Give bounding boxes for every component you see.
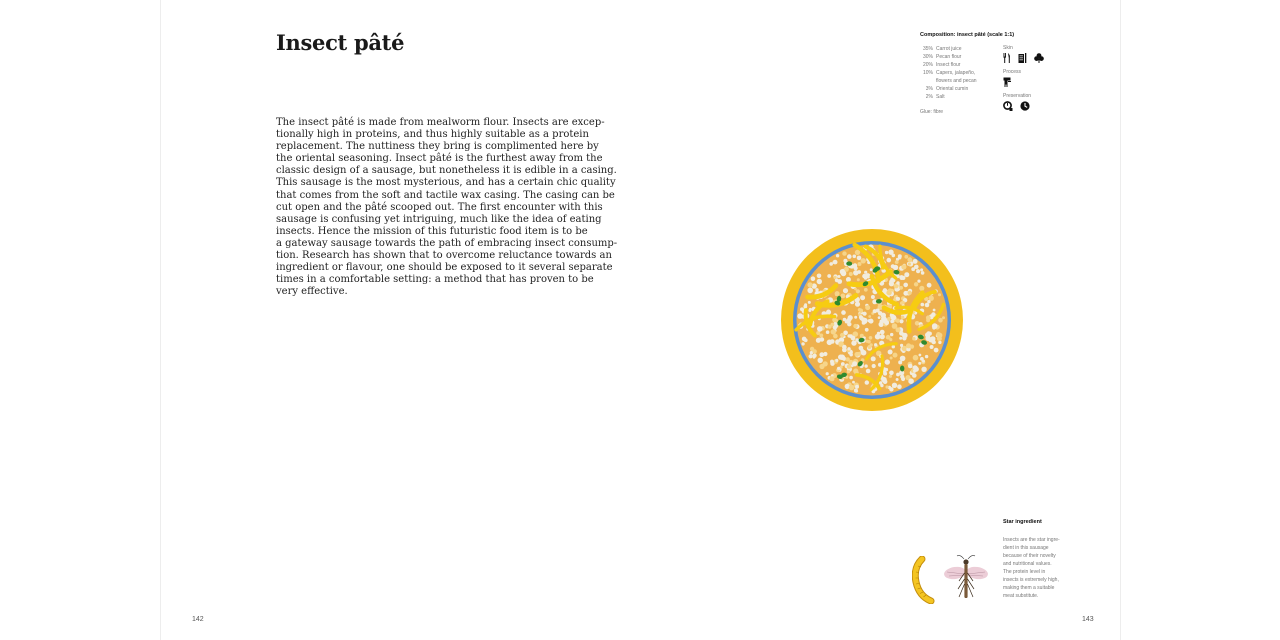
composition-panel <box>920 32 1080 115</box>
ingredient-row <box>920 45 1000 53</box>
body-line: This sausage is the most mysterious, and has a certain chic quality <box>276 177 616 189</box>
ingredient-row <box>920 77 1000 85</box>
ingredient-row <box>920 69 1000 77</box>
body-line: times in a comfortable setting: a method that has proven to be <box>276 274 594 286</box>
process-icons <box>1003 76 1073 88</box>
glue-label: Glue: fibre <box>920 109 944 115</box>
clover-icon <box>1034 53 1044 63</box>
page-number: 143 <box>1082 616 1094 623</box>
ingredient-row <box>920 85 1000 93</box>
star-text <box>1003 536 1077 600</box>
ingredient-list <box>920 45 1000 115</box>
ingredient-percent: 3% <box>925 86 933 92</box>
body-line: a gateway sausage towards the path of embracing insect consump- <box>276 237 618 249</box>
preservation-label: Preservation <box>1003 93 1032 99</box>
sausage-cross-section-illustration <box>780 228 964 412</box>
body-line: that comes from the soft and tactile wax casing. The casing can be <box>276 189 615 201</box>
fork-knife-icon <box>1003 53 1011 63</box>
page-number: 142 <box>192 616 204 623</box>
ingredient-name: Pecan flour <box>936 54 962 60</box>
body-line: classic design of a sausage, but nonetheless it is edible in a casing. <box>276 165 617 177</box>
insect-illustration <box>943 553 989 603</box>
star-line: dient in this sausage <box>1003 545 1049 551</box>
ingredient-percent <box>920 77 933 85</box>
composition-title: Composition: insect pâté (scale 1:1) <box>920 32 1015 38</box>
star-line: Insects are the star ingre- <box>1003 537 1060 543</box>
ingredient-name: flowers and pecan <box>936 78 977 84</box>
body-line: the oriental seasoning. Insect pâté is the furthest away from the <box>276 153 603 165</box>
process-label: Process <box>1003 69 1022 75</box>
ingredient-name: Capers, jalapeño, <box>936 70 976 76</box>
star-line: because of their novelty <box>1003 553 1056 559</box>
star-line: meat substitute. <box>1003 593 1039 599</box>
star-line: insects is extremely high, <box>1003 577 1059 583</box>
ingredient-name: Insect flour <box>936 62 961 68</box>
fridge-temperature-icon <box>1003 101 1013 111</box>
ingredient-name: Carrot juice <box>936 46 962 52</box>
skin-label: Skin <box>1003 45 1013 51</box>
star-line: and nutritional values. <box>1003 561 1052 567</box>
wax-block-icon <box>1018 53 1027 63</box>
star-title: Star ingredient <box>1003 519 1042 525</box>
ingredient-percent: 30% <box>922 54 933 60</box>
body-line: cut open and the pâté scooped out. The first encounter with this <box>276 201 603 213</box>
body-line: insects. Hence the mission of this futuristic food item is to be <box>276 225 588 237</box>
left-page <box>160 0 641 640</box>
ingredient-row <box>920 93 1000 101</box>
body-line: sausage is confusing yet intriguing, much like the idea of eating <box>276 213 602 225</box>
body-line: tionally high in proteins, and thus highly suitable as a protein <box>276 129 589 141</box>
star-ingredient-note <box>1003 518 1077 600</box>
star-line: making them a suitable <box>1003 585 1055 591</box>
ingredient-row <box>920 61 1000 69</box>
ingredient-percent: 10% <box>922 70 933 76</box>
body-line: replacement. The nuttiness they bring is complimented here by <box>276 141 599 153</box>
properties-column <box>1003 45 1073 117</box>
preservation-icons <box>1003 100 1073 112</box>
body-line: very effective. <box>276 286 348 298</box>
body-line: The insect pâté is made from mealworm flour. Insects are excep- <box>276 117 605 128</box>
page-title: Insect pâté <box>276 30 405 55</box>
body-text <box>276 117 618 298</box>
body-line: ingredient or flavour, one should be exposed to it several separate <box>276 262 613 274</box>
mealworm-illustration <box>912 556 938 604</box>
skin-icons <box>1003 52 1073 64</box>
ingredient-percent: 2% <box>925 94 933 100</box>
ingredient-percent: 20% <box>922 62 933 68</box>
ingredient-row <box>920 53 1000 61</box>
star-line: The protein level in <box>1003 569 1046 575</box>
right-page <box>640 0 1121 640</box>
shelf-life-icon <box>1020 101 1030 111</box>
body-line: tion. Research has shown that to overcome reluctance towards an <box>276 250 612 262</box>
grinder-icon <box>1003 77 1012 87</box>
ingredient-name: Salt <box>936 94 945 100</box>
ingredient-name: Oriental cumin <box>936 86 969 92</box>
ingredient-percent: 35% <box>922 46 933 52</box>
